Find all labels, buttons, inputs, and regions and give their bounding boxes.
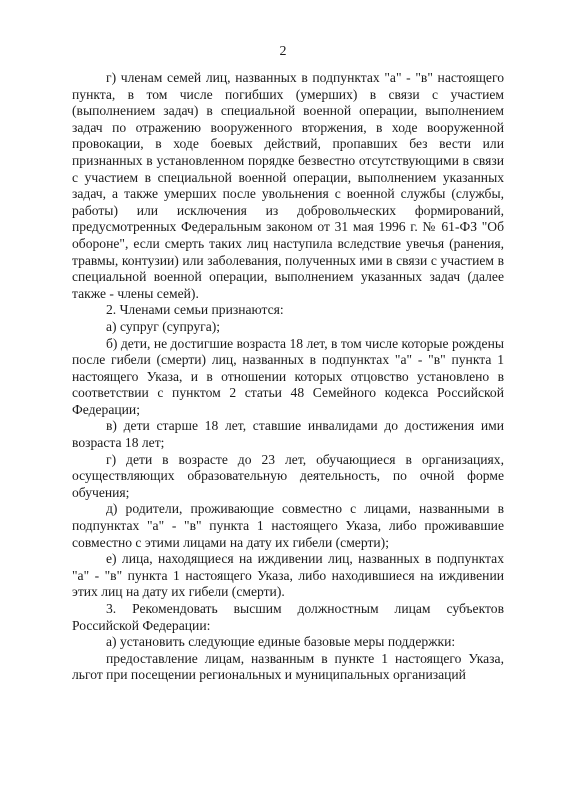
- paragraph-3a-benefits: предоставление лицам, названным в пункте 1 настоящего Указа, льгот при посещении региональных и муниципальных организаций: [72, 650, 504, 683]
- paragraph-2-heading: 2. Членами семьи признаются:: [106, 302, 284, 318]
- paragraph-3a: а) установить следующие единые базовые меры поддержки:: [106, 634, 456, 650]
- paragraph-g-family-members: г) членам семей лиц, названных в подпунктах "а" - "в" настоящего пункта, в том числе погибших (умерших) в связи с участием (выполнением задач) в специальной военной операции, выполнением задач по отражению вооруженного вторжения, в ходе вооруженной провокации, в ходе боевых действий, пропавших без вести или признанных в установленном порядке безвестно отсутствующими в связи с участием в специальной военной операции, выполнением указанных задач, а также умерших после увольнения с военной службы (службы, работы) или исключения из добровольческих формирований, предусмотренных Федеральным законом от 31 мая 1996 г. № 61-ФЗ "Об обороне", если смерть таких лиц наступила вследствие увечья (ранения, травмы, контузии) или заболевания, полученных ими в связи с участием в специальной военной операции, выполнением указанных задач (далее также - члены семей).: [72, 70, 504, 301]
- page-number: 2: [279, 44, 287, 59]
- paragraph-3-heading: 3. Рекомендовать высшим должностным лицам субъектов Российской Федерации:: [72, 601, 504, 633]
- paragraph-2g: г) дети в возрасте до 23 лет, обучающиеся в организациях, осуществляющих образовательную деятельность, по очной форме обучения;: [72, 451, 504, 500]
- paragraph-2d: д) родители, проживающие совместно с лицами, названными в подпунктах "а" - "в" пункта 1 настоящего Указа, либо проживавшие совместно с этими лицами на дату их гибели (смерти);: [72, 501, 504, 550]
- document-body: [72, 70, 504, 684]
- paragraph-2v: в) дети старше 18 лет, ставшие инвалидами до достижения ими возраста 18 лет;: [72, 418, 504, 451]
- paragraph-2a: а) супруг (супруга);: [106, 318, 221, 334]
- paragraph-2e: е) лица, находящиеся на иждивении лиц, названных в подпунктах "а" - "в" пункта 1 настоящего Указа, либо находившиеся на иждивении этих лиц на дату их гибели (смерти).: [72, 551, 504, 600]
- paragraph-2b: б) дети, не достигшие возраста 18 лет, в том числе которые рождены после гибели (смерти) лиц, названных в подпунктах "а" - "в" пункта 1 настоящего Указа, и в отношении которых отцовство установлено в соответствии с пунктом 2 статьи 48 Семейного кодекса Российской Федерации;: [72, 335, 504, 417]
